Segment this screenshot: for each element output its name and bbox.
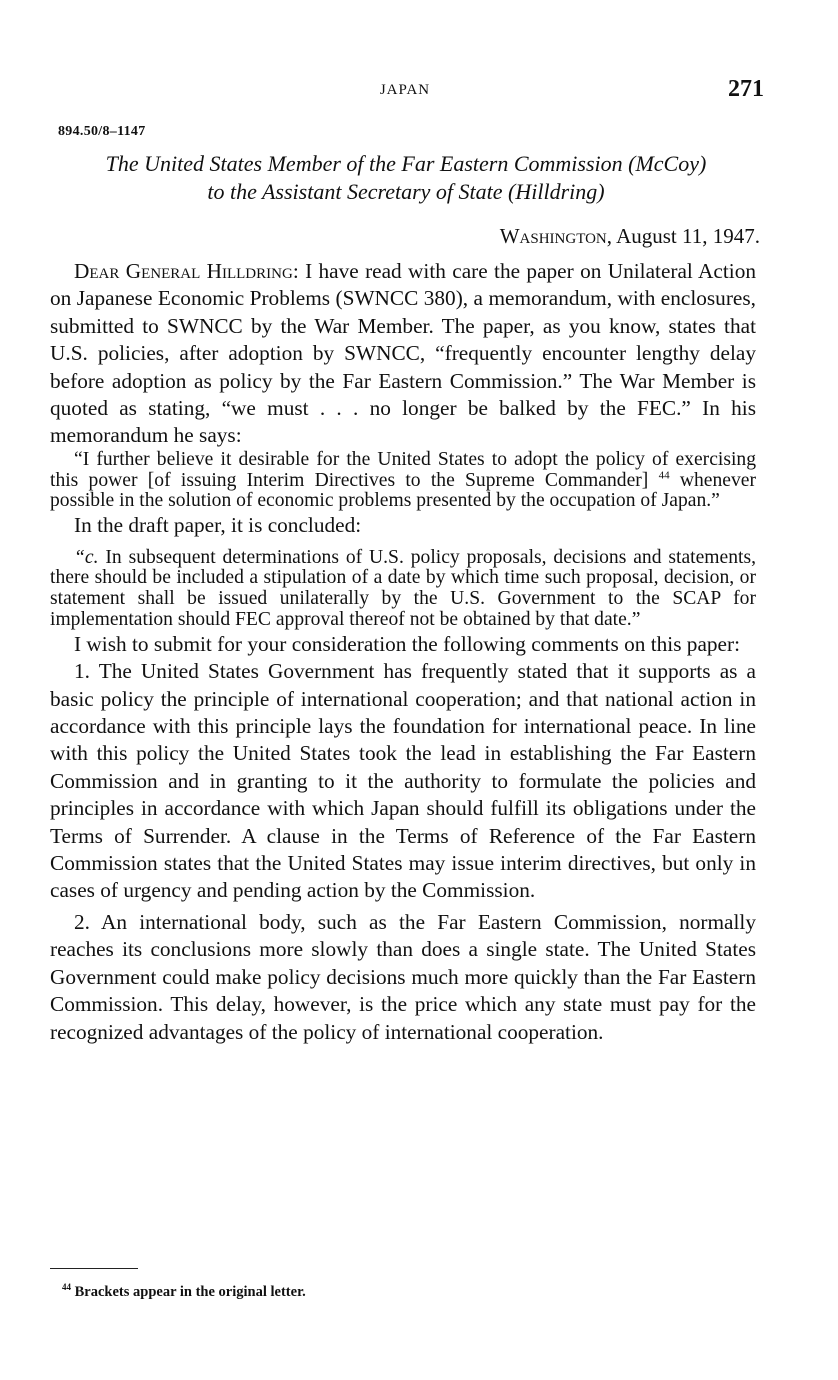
running-head (50, 76, 764, 108)
block-quote-2 (50, 548, 756, 631)
paragraph-1-text: : I have read with care the paper on Unilateral Action on Japanese Economic Problems (SWNCC 380), a memorandum, with enclosures, submitted to SWNCC by the War Member. The paper, as you know, states that U.S. policies, after adoption by SWNCC, “frequently encounter lengthy delay before adoption as policy by the Far Eastern Commission.” The War Member is quoted as stating, “we must . . . no longer be balked by the FEC.” In his memorandum he says: (50, 259, 756, 448)
quote-1-part-1: “I further believe it desirable for the United States to adopt the policy of exercising this power [of issuing Interim Directives to the Supreme Commander] (50, 448, 756, 491)
salutation: Dear General Hilldring (74, 259, 293, 283)
point-2: 2. An international body, such as the Far Eastern Commission, normally reaches its conclusions more slowly than does a single state. The United States Government could make policy decisions much more quickly than the Far Eastern Commission. This delay, however, is the price which any state must pay for the recognized advantages of the policy of international cooperation. (50, 909, 756, 1044)
document-title (50, 150, 762, 206)
file-reference: 894.50/8–1147 (58, 124, 146, 139)
dateline (500, 224, 760, 249)
letter-body (50, 258, 756, 1046)
dateline-place: Washington, (499, 224, 612, 248)
paragraph-3: I wish to submit for your consideration the following comments on this paper: (74, 631, 741, 656)
footnote-divider (50, 1268, 138, 1269)
footnote-marker-inline: 44 (658, 469, 670, 482)
dateline-date: August 11, 1947. (616, 224, 760, 248)
quote-2-label: “c. (74, 546, 99, 568)
quote-1-part-2: whenever possible in the solution of economic problems presented by the occupation of Japan.” (50, 469, 757, 512)
quote-2-text: In subsequent determinations of U.S. policy proposals, decisions and statements, there should be included a stipulation of a date by which time such proposal, decision, or statement shall be issued unilaterally by the U.S. Government to the SCAP for implementation should FEC approval thereof not be obtained by that date.” (50, 546, 756, 631)
running-head-title: JAPAN (379, 82, 431, 98)
footnote-text: Brackets appear in the original letter. (74, 1283, 306, 1300)
paragraph-2: In the draft paper, it is concluded: (74, 513, 362, 538)
document-title-line1: The United States Member of the Far Eastern Commission (McCoy) (105, 151, 707, 176)
page-number: 271 (728, 76, 764, 102)
footnote (62, 1282, 306, 1301)
point-1: 1. The United States Government has frequently stated that it supports as a basic policy the principle of international cooperation; and that national action in accordance with this principle lays the foundation for international peace. In line with this policy the United States took the lead in establishing the Far Eastern Commission and in granting to it the authority to formulate the policies and principles in accordance with which Japan should fulfill its obligations under the Terms of Surrender. A clause in the Terms of Reference of the Far Eastern Commission states that the United States may issue interim directives, but only in cases of urgency and pending action by the Commission. (50, 659, 756, 903)
document-title-line2: to the Assistant Secretary of State (Hilldring) (207, 179, 605, 204)
block-quote-1 (50, 450, 756, 512)
footnote-number: 44 (62, 1282, 71, 1292)
opening-paragraph (50, 258, 756, 450)
